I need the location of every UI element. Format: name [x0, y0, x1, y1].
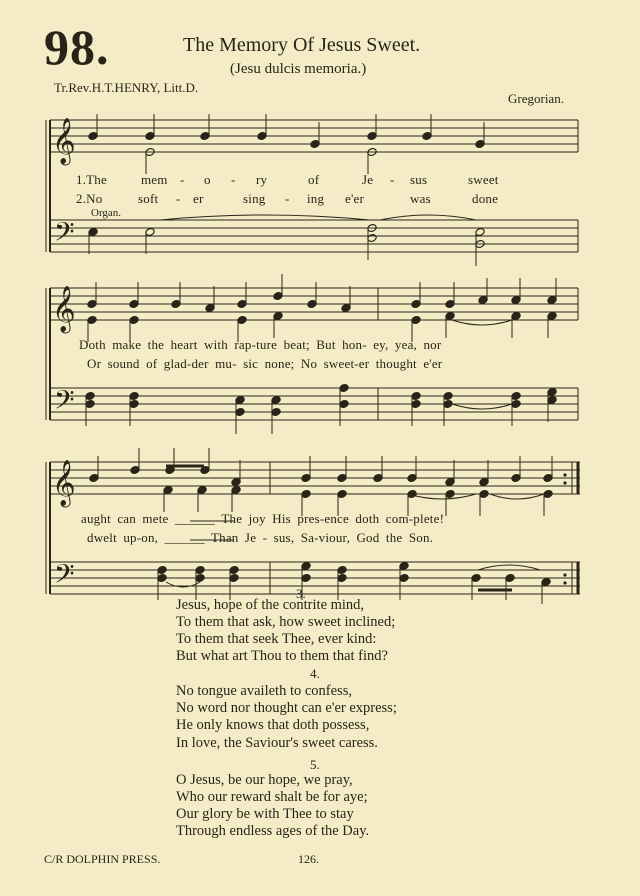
s1-v2-syl-5: -	[285, 191, 290, 206]
stanza-line: In love, the Saviour's sweet caress.	[176, 735, 378, 751]
repeat-dot	[563, 581, 566, 584]
s1-v1-syl-9: sus	[410, 172, 428, 187]
s1-v2-syl-3: er	[193, 191, 204, 206]
s3-verse1: aught can mete ______ The joy His pres-ence doth com-plete!	[81, 511, 445, 526]
bass-clef-icon: 𝄢	[54, 558, 75, 596]
bass-staff-1	[50, 220, 578, 252]
page-number: 126.	[298, 852, 319, 866]
slur	[160, 215, 370, 220]
stanza-number: 4.	[310, 666, 320, 681]
s1-v2-syl-6: ing	[307, 191, 325, 206]
stanza-line: No word nor thought can e'er express;	[176, 700, 397, 716]
s1-v2-syl-2: -	[176, 191, 181, 206]
hymn-title: The Memory Of Jesus Sweet.	[183, 34, 421, 56]
s1-v1-syl-0: 1.The	[76, 172, 107, 187]
s1-v1-syl-1: mem	[141, 172, 168, 187]
stanza-line: He only knows that doth possess,	[176, 717, 370, 733]
tune-name: Gregorian.	[508, 91, 564, 106]
stanza-line: Our glory be with Thee to stay	[176, 806, 354, 822]
s1-v1-syl-2: -	[180, 172, 185, 187]
treble-clef-icon: 𝄞	[52, 460, 76, 506]
slur	[452, 404, 512, 409]
s2-verse1: Doth make the heart with rap-ture beat; But hon- ey, yea, nor	[79, 337, 442, 352]
s1-v1-syl-10: sweet	[468, 172, 499, 187]
treble-staff-3	[50, 462, 580, 494]
stanza-line: But what art Thou to them that find?	[176, 648, 388, 664]
stanza-number: 3.	[296, 586, 306, 601]
bass-clef-icon: 𝄢	[54, 216, 75, 254]
translator-credit: Tr.Rev.H.T.HENRY, Litt.D.	[54, 80, 199, 95]
s1-v2-syl-4: sing	[243, 191, 266, 206]
s1-v2-syl-1: soft	[138, 191, 159, 206]
s1-v1-syl-8: -	[390, 172, 395, 187]
slur	[380, 215, 476, 220]
repeat-dot	[563, 573, 566, 576]
repeat-dot	[563, 473, 566, 476]
s3-verse2: dwelt up-on, ______ Than Je - sus, Sa-viour, God the Son.	[87, 530, 434, 545]
s1-v1-syl-5: ry	[256, 172, 268, 187]
slur	[408, 494, 476, 499]
slur	[452, 320, 512, 325]
hymn-subtitle: (Jesu dulcis memoria.)	[230, 61, 367, 77]
publisher: C/R DOLPHIN PRESS.	[44, 852, 161, 866]
s1-v1-syl-6: of	[308, 172, 320, 187]
bass-staff-2	[50, 388, 578, 420]
stanza-line: Through endless ages of the Day.	[176, 823, 370, 839]
repeat-dot	[563, 481, 566, 484]
s1-v2-syl-9: done	[472, 191, 499, 206]
s1-v2-syl-0: 2.No	[76, 191, 103, 206]
stanza-number: 5.	[310, 757, 320, 772]
treble-clef-icon: 𝄞	[52, 118, 76, 164]
treble-clef-icon: 𝄞	[52, 286, 76, 332]
stanza-line: No tongue availeth to confess,	[176, 683, 352, 699]
s1-v1-syl-3: o	[204, 172, 211, 187]
s2-verse2: Or sound of glad-der mu- sic none; No sweet-er thought e'er	[87, 356, 443, 371]
stanza-line: Jesus, hope of the contrite mind,	[176, 597, 365, 613]
hymn-number: 98.	[44, 19, 110, 75]
stanza-line: To them that ask, how sweet inclined;	[176, 614, 396, 630]
s1-v2-syl-7: e'er	[345, 191, 365, 206]
bass-clef-icon: 𝄢	[54, 384, 75, 422]
s1-v1-syl-4: -	[231, 172, 236, 187]
s1-v2-syl-8: was	[410, 191, 431, 206]
stanza-line: O Jesus, be our hope, we pray,	[176, 772, 353, 788]
stanza-line: To them that seek Thee, ever kind:	[176, 631, 377, 647]
slur	[478, 565, 540, 570]
organ-label: Organ.	[91, 207, 122, 219]
slur	[490, 494, 544, 499]
stanza-line: Who our reward shalt be for aye;	[176, 789, 368, 805]
s1-v1-syl-7: Je	[362, 172, 374, 187]
